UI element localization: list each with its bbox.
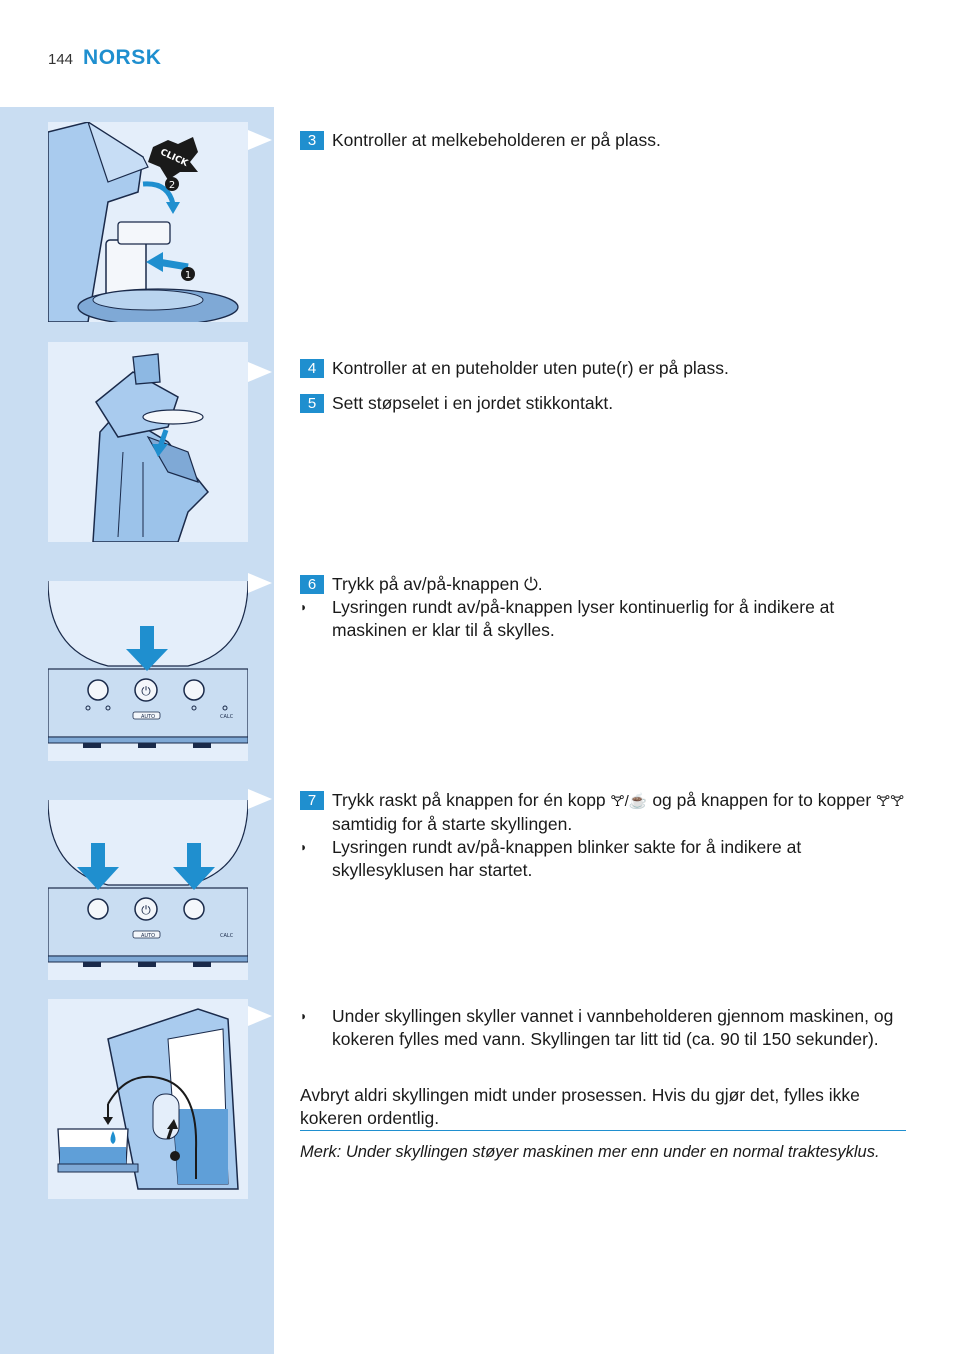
illustration-control-panel-cups [48, 780, 248, 980]
two-cups-icon: 🝖🝖 [876, 793, 905, 810]
illustration-rinse-flow [48, 999, 248, 1199]
page-header [48, 46, 161, 70]
page-number: 144 [48, 51, 74, 68]
panel-pointer [248, 789, 272, 809]
step-text-part-b: og på knappen for to kopper [652, 790, 872, 810]
step-number: 6 [300, 575, 324, 594]
step-text: Kontroller at melkebeholderen er på plass. [332, 130, 661, 150]
section-title: NORSK [83, 46, 162, 69]
svg-text:1: 1 [184, 270, 192, 281]
panel-pointer [248, 362, 272, 382]
step-number: 3 [300, 131, 324, 150]
panel-pointer [248, 573, 272, 593]
step-text [332, 789, 910, 836]
click-label: CLICK [158, 147, 190, 169]
calc-label: CALC [220, 933, 234, 939]
step-text: Trykk på av/på-knappen ⏻. [332, 574, 543, 594]
illustration-pod-holder [48, 342, 248, 542]
step-text: Kontroller at en puteholder uten pute(r) er på plass. [332, 358, 729, 378]
step-number: 4 [300, 359, 324, 378]
illustration-control-panel-power [48, 561, 248, 761]
step-text-part-c: samtidig for å starte skyllingen. [332, 814, 573, 834]
step-text-part-a: Trykk raskt på knappen for én kopp [332, 790, 606, 810]
auto-label: AUTO [141, 714, 156, 720]
auto-label: AUTO [141, 933, 156, 939]
step-4 [300, 357, 910, 380]
illustration-milk-container [48, 122, 248, 322]
step-number: 7 [300, 791, 324, 810]
step-result: Lysringen rundt av/på-knappen blinker sakte for å indikere at skyllesyklusen har startet. [332, 837, 802, 880]
step-number: 5 [300, 394, 324, 413]
svg-text:2: 2 [168, 180, 176, 191]
step-6 [300, 573, 910, 642]
result-bullet-icon: ◗ [300, 600, 308, 614]
note-text: Merk: Under skyllingen støyer maskinen mer enn under en normal traktesyklus. [300, 1143, 880, 1161]
result-bullet-icon: ◗ [300, 1009, 308, 1023]
step-3 [300, 129, 910, 152]
step-result: Lysringen rundt av/på-knappen lyser kontinuerlig for å indikere at maskinen er klar til å skylles. [332, 597, 835, 640]
warning-text: Avbryt aldri skyllingen midt under prosessen. Hvis du gjør det, fylles ikke kokeren ordentlig. [300, 1084, 906, 1131]
panel-pointer [248, 130, 272, 150]
step-7 [300, 789, 910, 882]
step-text: Sett støpselet i en jordet stikkontakt. [332, 393, 614, 413]
one-cup-icon: 🝖/☕ [610, 793, 648, 810]
step-5 [300, 392, 910, 415]
calc-label: CALC [220, 714, 234, 720]
rinse-result [300, 1005, 910, 1051]
step-result: Under skyllingen skyller vannet i vannbeholderen gjennom maskinen, og kokeren fylles med vann. Skyllingen tar litt tid (ca. 90 til 150 sekunder). [332, 1006, 894, 1049]
result-bullet-icon: ◗ [300, 840, 308, 854]
svg-text:⏻: ⏻ [141, 903, 151, 917]
svg-text:⏻: ⏻ [141, 684, 151, 698]
panel-pointer [248, 1006, 272, 1026]
